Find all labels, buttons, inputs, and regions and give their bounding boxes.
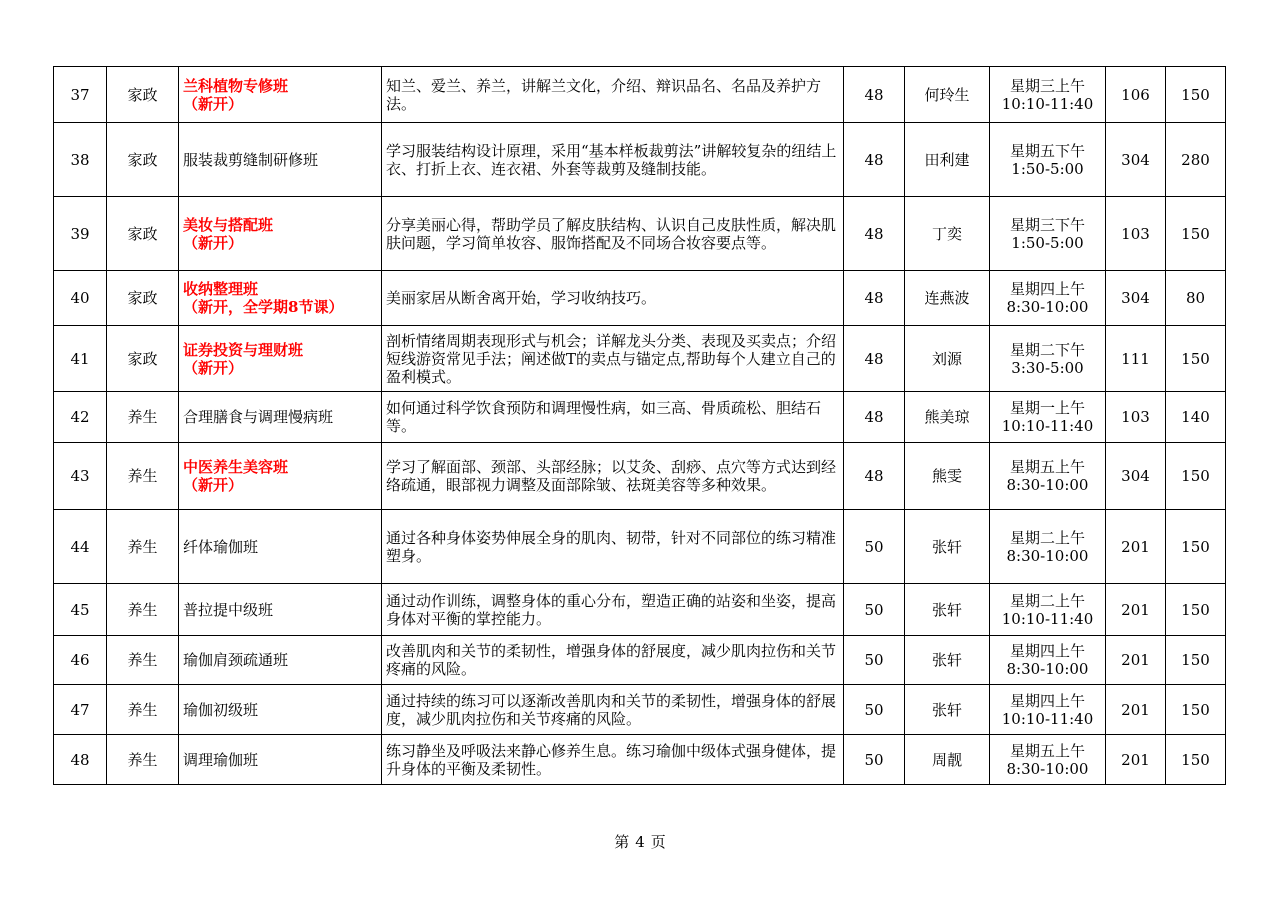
cell-number: 41 [54, 326, 107, 392]
course-name: 纤体瑜伽班 [183, 537, 259, 556]
cell-teacher: 周靓 [905, 735, 990, 785]
cell-capacity: 150 [1166, 443, 1226, 510]
schedule-day: 星期五上午 [1009, 458, 1085, 476]
cell-room: 103 [1106, 392, 1166, 443]
cell-schedule [990, 584, 1106, 636]
cell-teacher: 张轩 [905, 636, 990, 685]
cell-capacity: 150 [1166, 636, 1226, 685]
cell-hours: 50 [844, 584, 905, 636]
cell-course-name [179, 735, 382, 785]
cell-number: 40 [54, 271, 107, 326]
cell-teacher: 丁奕 [905, 197, 990, 271]
course-name: 普拉提中级班 [183, 600, 274, 619]
cell-category: 养生 [107, 510, 179, 584]
schedule-day: 星期三下午 [1009, 215, 1085, 234]
cell-teacher: 何玲生 [905, 67, 990, 123]
cell-number: 45 [54, 584, 107, 636]
cell-hours: 48 [844, 123, 905, 197]
cell-category: 养生 [107, 584, 179, 636]
cell-description: 通过持续的练习可以逐渐改善肌肉和关节的柔韧性，增强身体的舒展度，减少肌肉拉伤和关节疼痛的风险。 [382, 685, 844, 735]
cell-description: 学习了解面部、颈部、头部经脉；以艾灸、刮痧、点穴等方式达到经络疏通，眼部视力调整及面部除皱、祛斑美容等多种效果。 [382, 443, 844, 510]
cell-teacher: 张轩 [905, 510, 990, 584]
cell-room: 304 [1106, 123, 1166, 197]
table-row [54, 271, 1226, 326]
schedule-day: 星期三上午 [1009, 76, 1085, 95]
schedule-time: 10:10-11:40 [1001, 94, 1094, 113]
course-note: （新开） [183, 94, 244, 113]
cell-schedule [990, 326, 1106, 392]
schedule-day: 星期四上午 [1009, 691, 1085, 710]
cell-schedule [990, 685, 1106, 735]
cell-hours: 50 [844, 510, 905, 584]
page-value: 4 [635, 833, 645, 851]
cell-room: 201 [1106, 510, 1166, 584]
cell-course-name [179, 271, 382, 326]
cell-course-name [179, 392, 382, 443]
cell-room: 201 [1106, 685, 1166, 735]
cell-number: 44 [54, 510, 107, 584]
schedule-day: 星期二上午 [1009, 528, 1085, 547]
cell-number: 42 [54, 392, 107, 443]
course-note: （新开，全学期8节课） [183, 298, 344, 316]
cell-schedule [990, 443, 1106, 510]
course-name: 兰科植物专修班 [183, 76, 289, 95]
cell-schedule [990, 271, 1106, 326]
cell-room: 304 [1106, 443, 1166, 510]
table-row [54, 510, 1226, 584]
cell-schedule [990, 123, 1106, 197]
cell-teacher: 张轩 [905, 584, 990, 636]
cell-description: 剖析情绪周期表现形式与机会；详解龙头分类、表现及买卖点；介绍短线游资常见手法；阐述做T的卖点与锚定点,帮助每个人建立自己的盈利模式。 [382, 326, 844, 392]
cell-hours: 48 [844, 326, 905, 392]
cell-room: 111 [1106, 326, 1166, 392]
cell-course-name [179, 326, 382, 392]
cell-schedule [990, 735, 1106, 785]
cell-number: 46 [54, 636, 107, 685]
table-row [54, 123, 1226, 197]
cell-capacity: 150 [1166, 735, 1226, 785]
cell-capacity: 140 [1166, 392, 1226, 443]
cell-description: 练习静坐及呼吸法来静心修养生息。练习瑜伽中级体式强身健体，提升身体的平衡及柔韧性。 [382, 735, 844, 785]
cell-teacher: 熊雯 [905, 443, 990, 510]
cell-course-name [179, 510, 382, 584]
cell-schedule [990, 392, 1106, 443]
cell-description: 如何通过科学饮食预防和调理慢性病，如三高、骨质疏松、胆结石等。 [382, 392, 844, 443]
table-row [54, 443, 1226, 510]
table-row [54, 392, 1226, 443]
course-name: 美妆与搭配班 [183, 215, 274, 234]
course-table [53, 66, 1226, 785]
cell-teacher: 张轩 [905, 685, 990, 735]
cell-hours: 48 [844, 67, 905, 123]
cell-room: 103 [1106, 197, 1166, 271]
cell-hours: 50 [844, 735, 905, 785]
table-row [54, 326, 1226, 392]
table-body [54, 67, 1226, 785]
cell-capacity: 80 [1166, 271, 1226, 326]
page-number [0, 831, 1280, 852]
cell-category: 家政 [107, 197, 179, 271]
table-row [54, 735, 1226, 785]
cell-hours: 48 [844, 392, 905, 443]
cell-teacher: 田利建 [905, 123, 990, 197]
cell-room: 106 [1106, 67, 1166, 123]
cell-course-name [179, 584, 382, 636]
course-name: 收纳整理班 [183, 280, 259, 298]
course-note: （新开） [183, 476, 244, 494]
cell-hours: 50 [844, 685, 905, 735]
cell-description: 分享美丽心得，帮助学员了解皮肤结构、认识自己皮肤性质，解决肌肤问题，学习简单妆容、服饰搭配及不同场合妆容要点等。 [382, 197, 844, 271]
cell-course-name [179, 685, 382, 735]
cell-course-name [179, 443, 382, 510]
cell-room: 201 [1106, 735, 1166, 785]
cell-capacity: 150 [1166, 685, 1226, 735]
cell-category: 养生 [107, 735, 179, 785]
course-name: 证券投资与理财班 [183, 340, 304, 359]
cell-teacher: 熊美琼 [905, 392, 990, 443]
cell-category: 家政 [107, 123, 179, 197]
cell-capacity: 150 [1166, 67, 1226, 123]
cell-number: 47 [54, 685, 107, 735]
cell-number: 38 [54, 123, 107, 197]
course-name: 瑜伽肩颈疏通班 [183, 651, 289, 669]
cell-category: 家政 [107, 67, 179, 123]
schedule-day: 星期二下午 [1009, 340, 1085, 359]
cell-number: 39 [54, 197, 107, 271]
cell-room: 304 [1106, 271, 1166, 326]
cell-schedule [990, 197, 1106, 271]
cell-course-name [179, 123, 382, 197]
cell-category: 养生 [107, 443, 179, 510]
cell-hours: 48 [844, 443, 905, 510]
table-row [54, 197, 1226, 271]
cell-description: 通过各种身体姿势伸展全身的肌肉、韧带，针对不同部位的练习精准塑身。 [382, 510, 844, 584]
page-suffix: 页 [650, 833, 666, 851]
page-prefix: 第 [614, 833, 630, 851]
schedule-time: 3:30-5:00 [1011, 358, 1084, 377]
schedule-time: 1:50-5:00 [1011, 233, 1084, 252]
cell-course-name [179, 197, 382, 271]
cell-number: 37 [54, 67, 107, 123]
course-note: （新开） [183, 358, 244, 377]
cell-number: 48 [54, 735, 107, 785]
cell-description: 知兰、爱兰、养兰，讲解兰文化，介绍、辩识品名、名品及养护方法。 [382, 67, 844, 123]
schedule-time: 1:50-5:00 [1011, 159, 1084, 178]
cell-description: 通过动作训练，调整身体的重心分布，塑造正确的站姿和坐姿，提高身体对平衡的掌控能力。 [382, 584, 844, 636]
cell-teacher: 连燕波 [905, 271, 990, 326]
course-name: 瑜伽初级班 [183, 700, 259, 719]
course-name: 服装裁剪缝制研修班 [183, 150, 319, 169]
cell-category: 养生 [107, 685, 179, 735]
cell-description: 改善肌肉和关节的柔韧性，增强身体的舒展度，减少肌肉拉伤和关节疼痛的风险。 [382, 636, 844, 685]
cell-category: 家政 [107, 271, 179, 326]
schedule-time: 10:10-11:40 [1001, 709, 1094, 728]
schedule-day: 星期二上午 [1009, 591, 1085, 610]
table-row [54, 636, 1226, 685]
cell-number: 43 [54, 443, 107, 510]
cell-hours: 50 [844, 636, 905, 685]
course-name: 调理瑜伽班 [183, 750, 259, 769]
cell-schedule [990, 510, 1106, 584]
cell-description: 学习服装结构设计原理，采用“基本样板裁剪法”讲解较复杂的纽结上衣、打折上衣、连衣裙、外套等裁剪及缝制技能。 [382, 123, 844, 197]
cell-category: 养生 [107, 392, 179, 443]
schedule-time: 8:30-10:00 [1006, 476, 1089, 494]
cell-hours: 48 [844, 197, 905, 271]
schedule-day: 星期一上午 [1009, 399, 1085, 417]
schedule-time: 10:10-11:40 [1001, 609, 1094, 628]
cell-capacity: 150 [1166, 510, 1226, 584]
cell-category: 养生 [107, 636, 179, 685]
cell-schedule [990, 636, 1106, 685]
cell-room: 201 [1106, 584, 1166, 636]
cell-room: 201 [1106, 636, 1166, 685]
cell-teacher: 刘源 [905, 326, 990, 392]
cell-course-name [179, 67, 382, 123]
schedule-time: 10:10-11:40 [1001, 417, 1094, 435]
schedule-day: 星期五上午 [1009, 741, 1085, 760]
cell-capacity: 150 [1166, 584, 1226, 636]
cell-description: 美丽家居从断舍离开始，学习收纳技巧。 [382, 271, 844, 326]
cell-capacity: 150 [1166, 197, 1226, 271]
schedule-day: 星期四上午 [1009, 642, 1085, 660]
cell-hours: 48 [844, 271, 905, 326]
schedule-day: 星期五下午 [1009, 141, 1085, 160]
table-row [54, 584, 1226, 636]
table-row [54, 67, 1226, 123]
cell-course-name [179, 636, 382, 685]
course-note: （新开） [183, 233, 244, 252]
schedule-time: 8:30-10:00 [1006, 546, 1089, 565]
cell-schedule [990, 67, 1106, 123]
schedule-time: 8:30-10:00 [1006, 660, 1089, 678]
schedule-time: 8:30-10:00 [1006, 298, 1089, 316]
cell-capacity: 150 [1166, 326, 1226, 392]
table-row [54, 685, 1226, 735]
course-name: 合理膳食与调理慢病班 [183, 408, 334, 426]
course-name: 中医养生美容班 [183, 458, 289, 476]
schedule-time: 8:30-10:00 [1006, 759, 1089, 778]
cell-category: 家政 [107, 326, 179, 392]
schedule-day: 星期四上午 [1009, 280, 1085, 298]
cell-capacity: 280 [1166, 123, 1226, 197]
